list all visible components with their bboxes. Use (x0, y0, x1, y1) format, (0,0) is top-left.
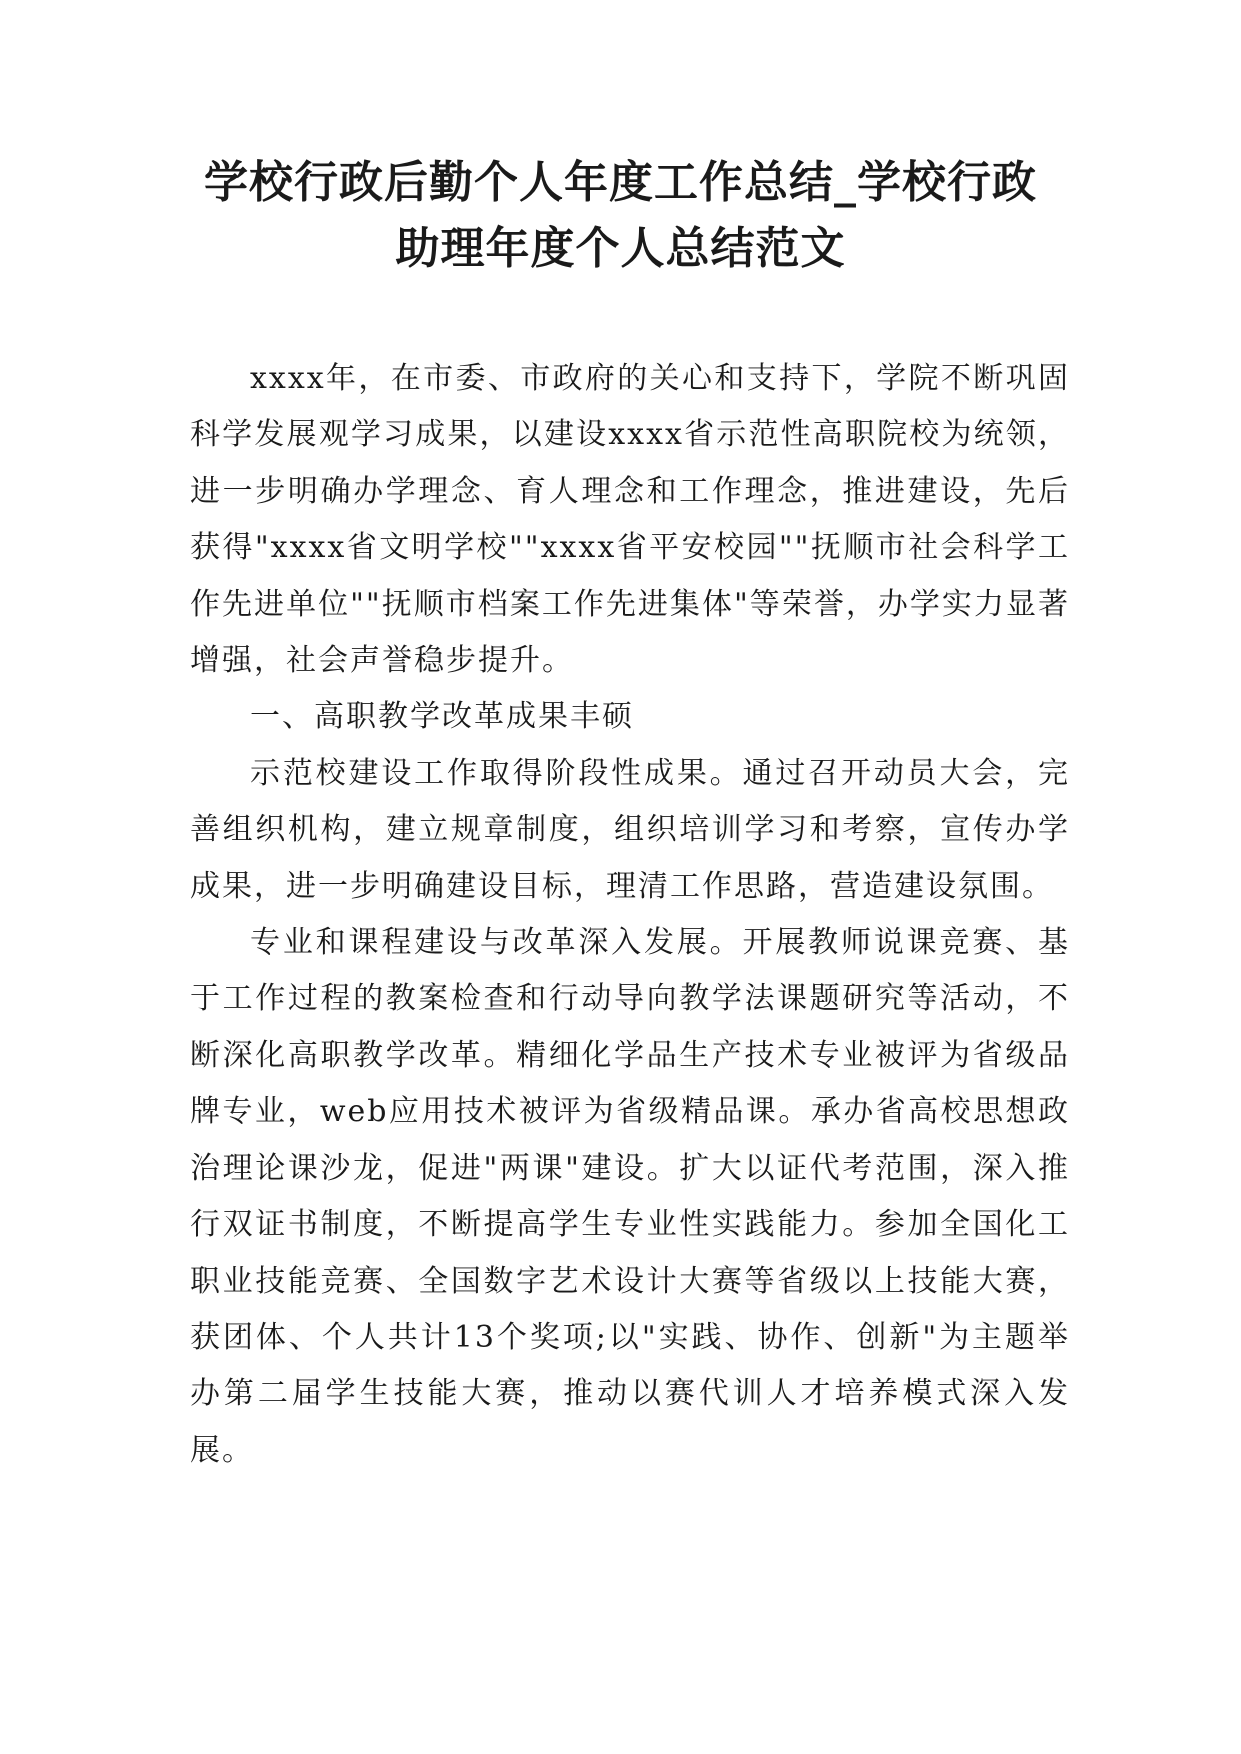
title-line-1: 学校行政后勤个人年度工作总结_学校行政 (204, 157, 1037, 208)
paragraph-intro: xxxx年，在市委、市政府的关心和支持下，学院不断巩固科学发展观学习成果，以建设xxxx省示范性高职院校为统领，进一步明确办学理念、育人理念和工作理念，推进建设，先后获得"xxxx省文明学校""xxxx省平安校园""抚顺市社会科学工作先进单位""抚顺市档案工作先进集体"等荣誉，办学实力显著增强，社会声誉稳步提升。 (190, 361, 1070, 679)
document-body (190, 351, 1070, 1479)
section-heading: 一、高职教学改革成果丰硕 (250, 699, 634, 735)
paragraph-curriculum: 专业和课程建设与改革深入发展。开展教师说课竞赛、基于工作过程的教案检查和行动导向教学法课题研究等活动，不断深化高职教学改革。精细化学品生产技术专业被评为省级品牌专业，web应用技术被评为省级精品课。承办省高校思想政治理论课沙龙，促进"两课"建设。扩大以证代考范围，深入推行双证书制度，不断提高学生专业性实践能力。参加全国化工职业技能竞赛、全国数字艺术设计大赛等省级以上技能大赛，获团体、个人共计13个奖项;以"实践、协作、创新"为主题举办第二届学生技能大赛，推动以赛代训人才培养模式深入发展。 (190, 925, 1070, 1468)
document-title (150, 150, 1091, 282)
paragraph-demo-school: 示范校建设工作取得阶段性成果。通过召开动员大会，完善组织机构，建立规章制度，组织培训学习和考察，宣传办学成果，进一步明确建设目标，理清工作思路，营造建设氛围。 (190, 755, 1070, 904)
title-line-2: 助理年度个人总结范文 (395, 223, 846, 274)
